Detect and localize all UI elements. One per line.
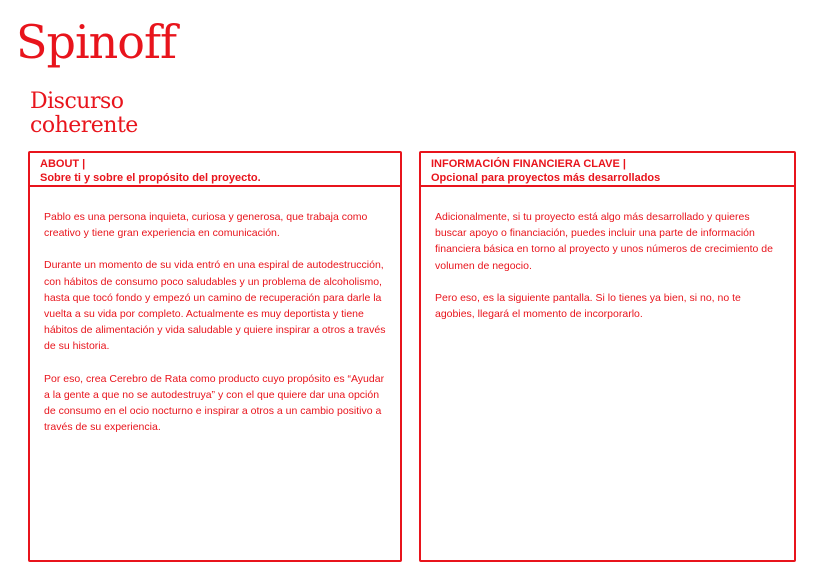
financial-info-paragraph: Pero eso, es la siguiente pantalla. Si lo tienes ya bien, si no, no te agobies, llegará el momento de incorporarlo. [435,291,741,321]
financial-info-panel-body [421,187,794,322]
financial-info-panel-header [421,153,794,187]
about-subheading: Sobre ti y sobre el propósito del proyecto. [40,172,261,184]
financial-info-heading: INFORMACIÓN FINANCIERA CLAVE | [431,158,626,170]
about-paragraph: Por eso, crea Cerebro de Rata como producto cuyo propósito es “Ayudar a la gente a que no se autodestruya” y con el que quiere dar una opción de consumo en el ocio nocturno e inspirar a otros a un cambio positivo a través de su experiencia. [44,372,385,434]
about-heading: ABOUT | [40,158,86,170]
page-title-line-2: coherente [30,113,138,138]
financial-info-panel [419,151,796,562]
about-paragraph: Durante un momento de su vida entró en una espiral de autodestrucción, con hábitos de consumo poco saludables y un problema de alcoholismo, hasta que tocó fondo y empezó un camino de recuperación para darle la vuelta a su vida por completo. Actualmente es muy deportista y tiene hábitos de alimentación y vida saludable y quiere inspirar a otros a través de su historia. [44,259,386,353]
about-panel-body [30,187,400,435]
brand-logo: Spinoff [16,15,177,69]
about-panel-header [30,153,400,187]
page-title-line-1: Discurso [30,89,124,114]
financial-info-paragraph: Adicionalmente, si tu proyecto está algo más desarrollado y quieres buscar apoyo o financiación, puedes incluir una parte de información financiera básica en torno al proyecto y unos números de crecimiento de volumen de negocio. [435,211,773,272]
financial-info-subheading: Opcional para proyectos más desarrollados [431,172,661,184]
about-paragraph: Pablo es una persona inquieta, curiosa y generosa, que trabaja como creativo y tiene gran experiencia en comunicación. [44,211,368,240]
about-panel [28,151,402,562]
page-title [30,90,138,138]
